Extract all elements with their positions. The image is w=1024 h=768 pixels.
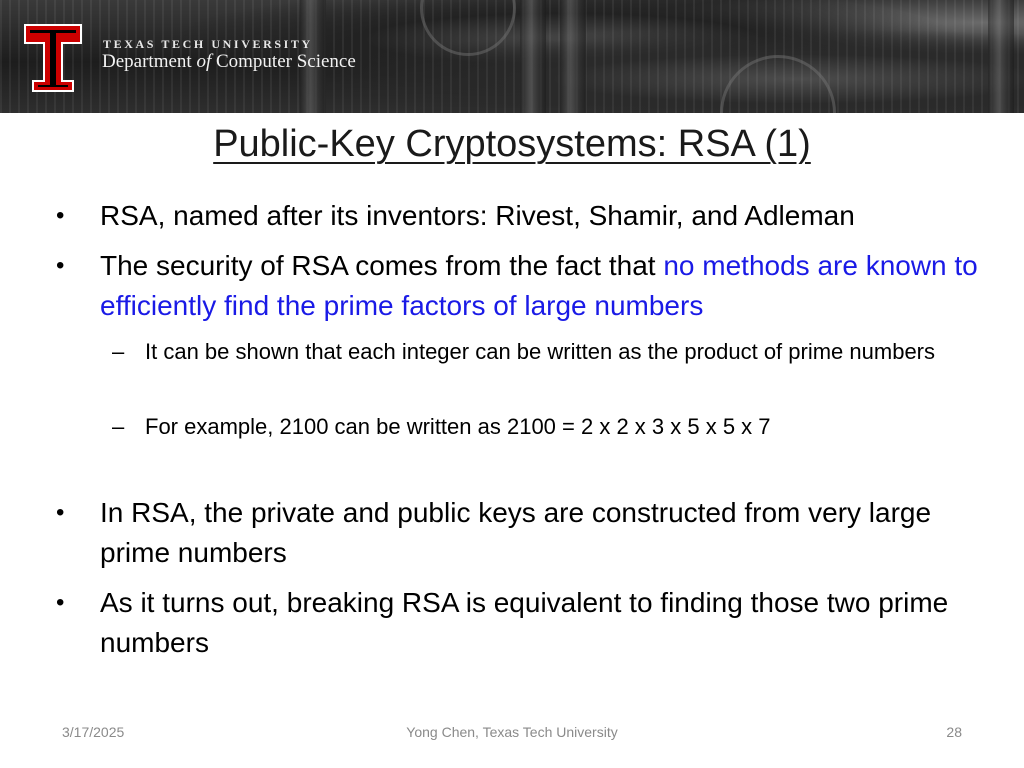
bullet-text: In RSA, the private and public keys are constructed from very large prime numbers (100, 497, 932, 568)
department-suffix: Computer Science (215, 51, 356, 72)
department-of: of (196, 51, 212, 72)
subbullet-text: For example, 2100 can be written as 2100 = 2 x 2 x 3 x 5 x 5 x 7 (145, 414, 771, 439)
subbullet-marker: – (112, 339, 125, 364)
bullet-item (56, 196, 980, 236)
bullet-marker: • (56, 589, 65, 616)
footer-date: 3/17/2025 (62, 724, 125, 740)
bullet-text: As it turns out, breaking RSA is equivalent to finding those two prime numbers (100, 587, 949, 658)
bullet-text: RSA, named after its inventors: Rivest, Shamir, and Adleman (100, 200, 855, 231)
bullet-highlight-text: no methods are known to efficiently find the prime factors of large numbers (100, 250, 978, 321)
footer-author: Yong Chen, Texas Tech University (406, 724, 618, 740)
bullet-item (56, 246, 980, 326)
subbullet-item (112, 410, 935, 443)
slide-title-text: Public-Key Cryptosystems: RSA (1) (213, 123, 811, 165)
subbullet-marker: – (112, 414, 125, 439)
bullet-item (56, 583, 980, 663)
bullet-marker: • (56, 252, 65, 279)
university-name: TEXAS TECH UNIVERSITY (103, 37, 313, 51)
department-prefix: Department (102, 51, 192, 72)
bullet-item (56, 493, 980, 573)
footer-page-number: 28 (946, 724, 962, 740)
bullet-marker: • (56, 202, 65, 229)
subbullet-text: It can be shown that each integer can be written as the product of prime numbers (145, 339, 936, 364)
subbullet-item (112, 335, 936, 368)
bullet-text: The security of RSA comes from the fact that (100, 250, 664, 281)
bullet-marker: • (56, 499, 65, 526)
